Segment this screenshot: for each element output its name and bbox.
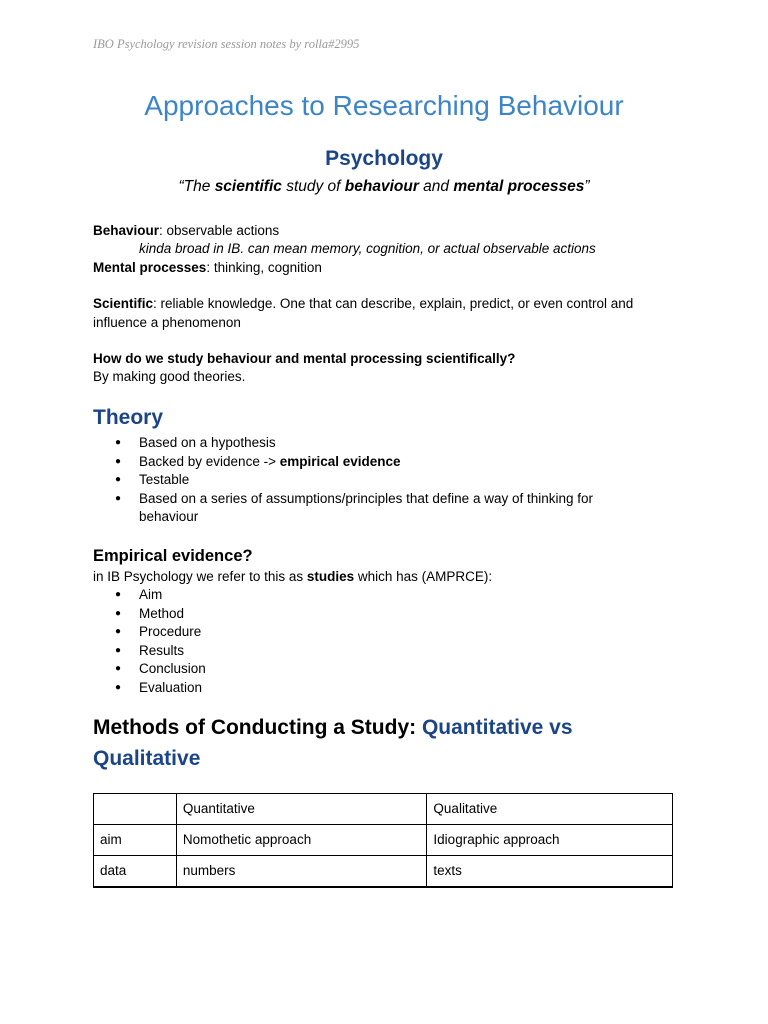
list-item: ● Method	[115, 605, 655, 624]
list-item: ● Based on a hypothesis	[115, 434, 655, 453]
behaviour-definition: Behaviour: observable actions	[93, 223, 280, 238]
section-heading-empirical-evidence: Empirical evidence?	[93, 547, 253, 565]
page-header-note: IBO Psychology revision session notes by rolla#2995	[93, 37, 360, 51]
mental-processes-definition: Mental processes: thinking, cognition	[93, 260, 322, 275]
list-item: ● Results	[115, 642, 655, 661]
list-item: ● Procedure	[115, 623, 655, 642]
section-heading-psychology: Psychology	[325, 147, 443, 170]
list-item: ● Conclusion	[115, 660, 655, 679]
list-item: ● Testable	[115, 471, 655, 490]
amprce-list	[115, 586, 655, 697]
table-cell: texts	[427, 856, 673, 887]
table-cell: aim	[94, 825, 177, 856]
section-heading-methods: Methods of Conducting a Study: Quantitative vs Qualitative	[93, 716, 573, 770]
study-question: How do we study behaviour and mental processing scientifically?	[93, 351, 516, 366]
psychology-definition: “The scientific study of behaviour and mental processes”	[178, 178, 590, 195]
table-cell: numbers	[176, 856, 427, 887]
behaviour-note: kinda broad in IB. can mean memory, cognition, or actual observable actions	[139, 241, 596, 256]
section-heading-theory: Theory	[93, 406, 164, 429]
table-cell: data	[94, 856, 177, 887]
theory-list	[115, 434, 655, 527]
scientific-definition: Scientific: reliable knowledge. One that can describe, explain, predict, or even control and influence a phenomenon	[93, 296, 634, 330]
table-cell: Qualitative	[427, 794, 673, 825]
empirical-intro: in IB Psychology we refer to this as studies which has (AMPRCE):	[93, 569, 493, 584]
table-cell: Nomothetic approach	[176, 825, 427, 856]
table-row	[94, 825, 673, 856]
table-header-row	[94, 794, 673, 825]
study-answer: By making good theories.	[93, 369, 246, 384]
table-cell: Quantitative	[176, 794, 427, 825]
table-cell	[94, 794, 177, 825]
methods-comparison-table	[93, 793, 673, 888]
page-title: Approaches to Researching Behaviour	[144, 90, 624, 121]
table-cell: Idiographic approach	[427, 825, 673, 856]
list-item: ● Evaluation	[115, 679, 655, 698]
list-item: ● Based on a series of assumptions/principles that define a way of thinking for behaviour	[115, 490, 655, 527]
list-item: ● Backed by evidence -> empirical evidence	[115, 453, 655, 472]
table-row	[94, 856, 673, 887]
list-item: ● Aim	[115, 586, 655, 605]
